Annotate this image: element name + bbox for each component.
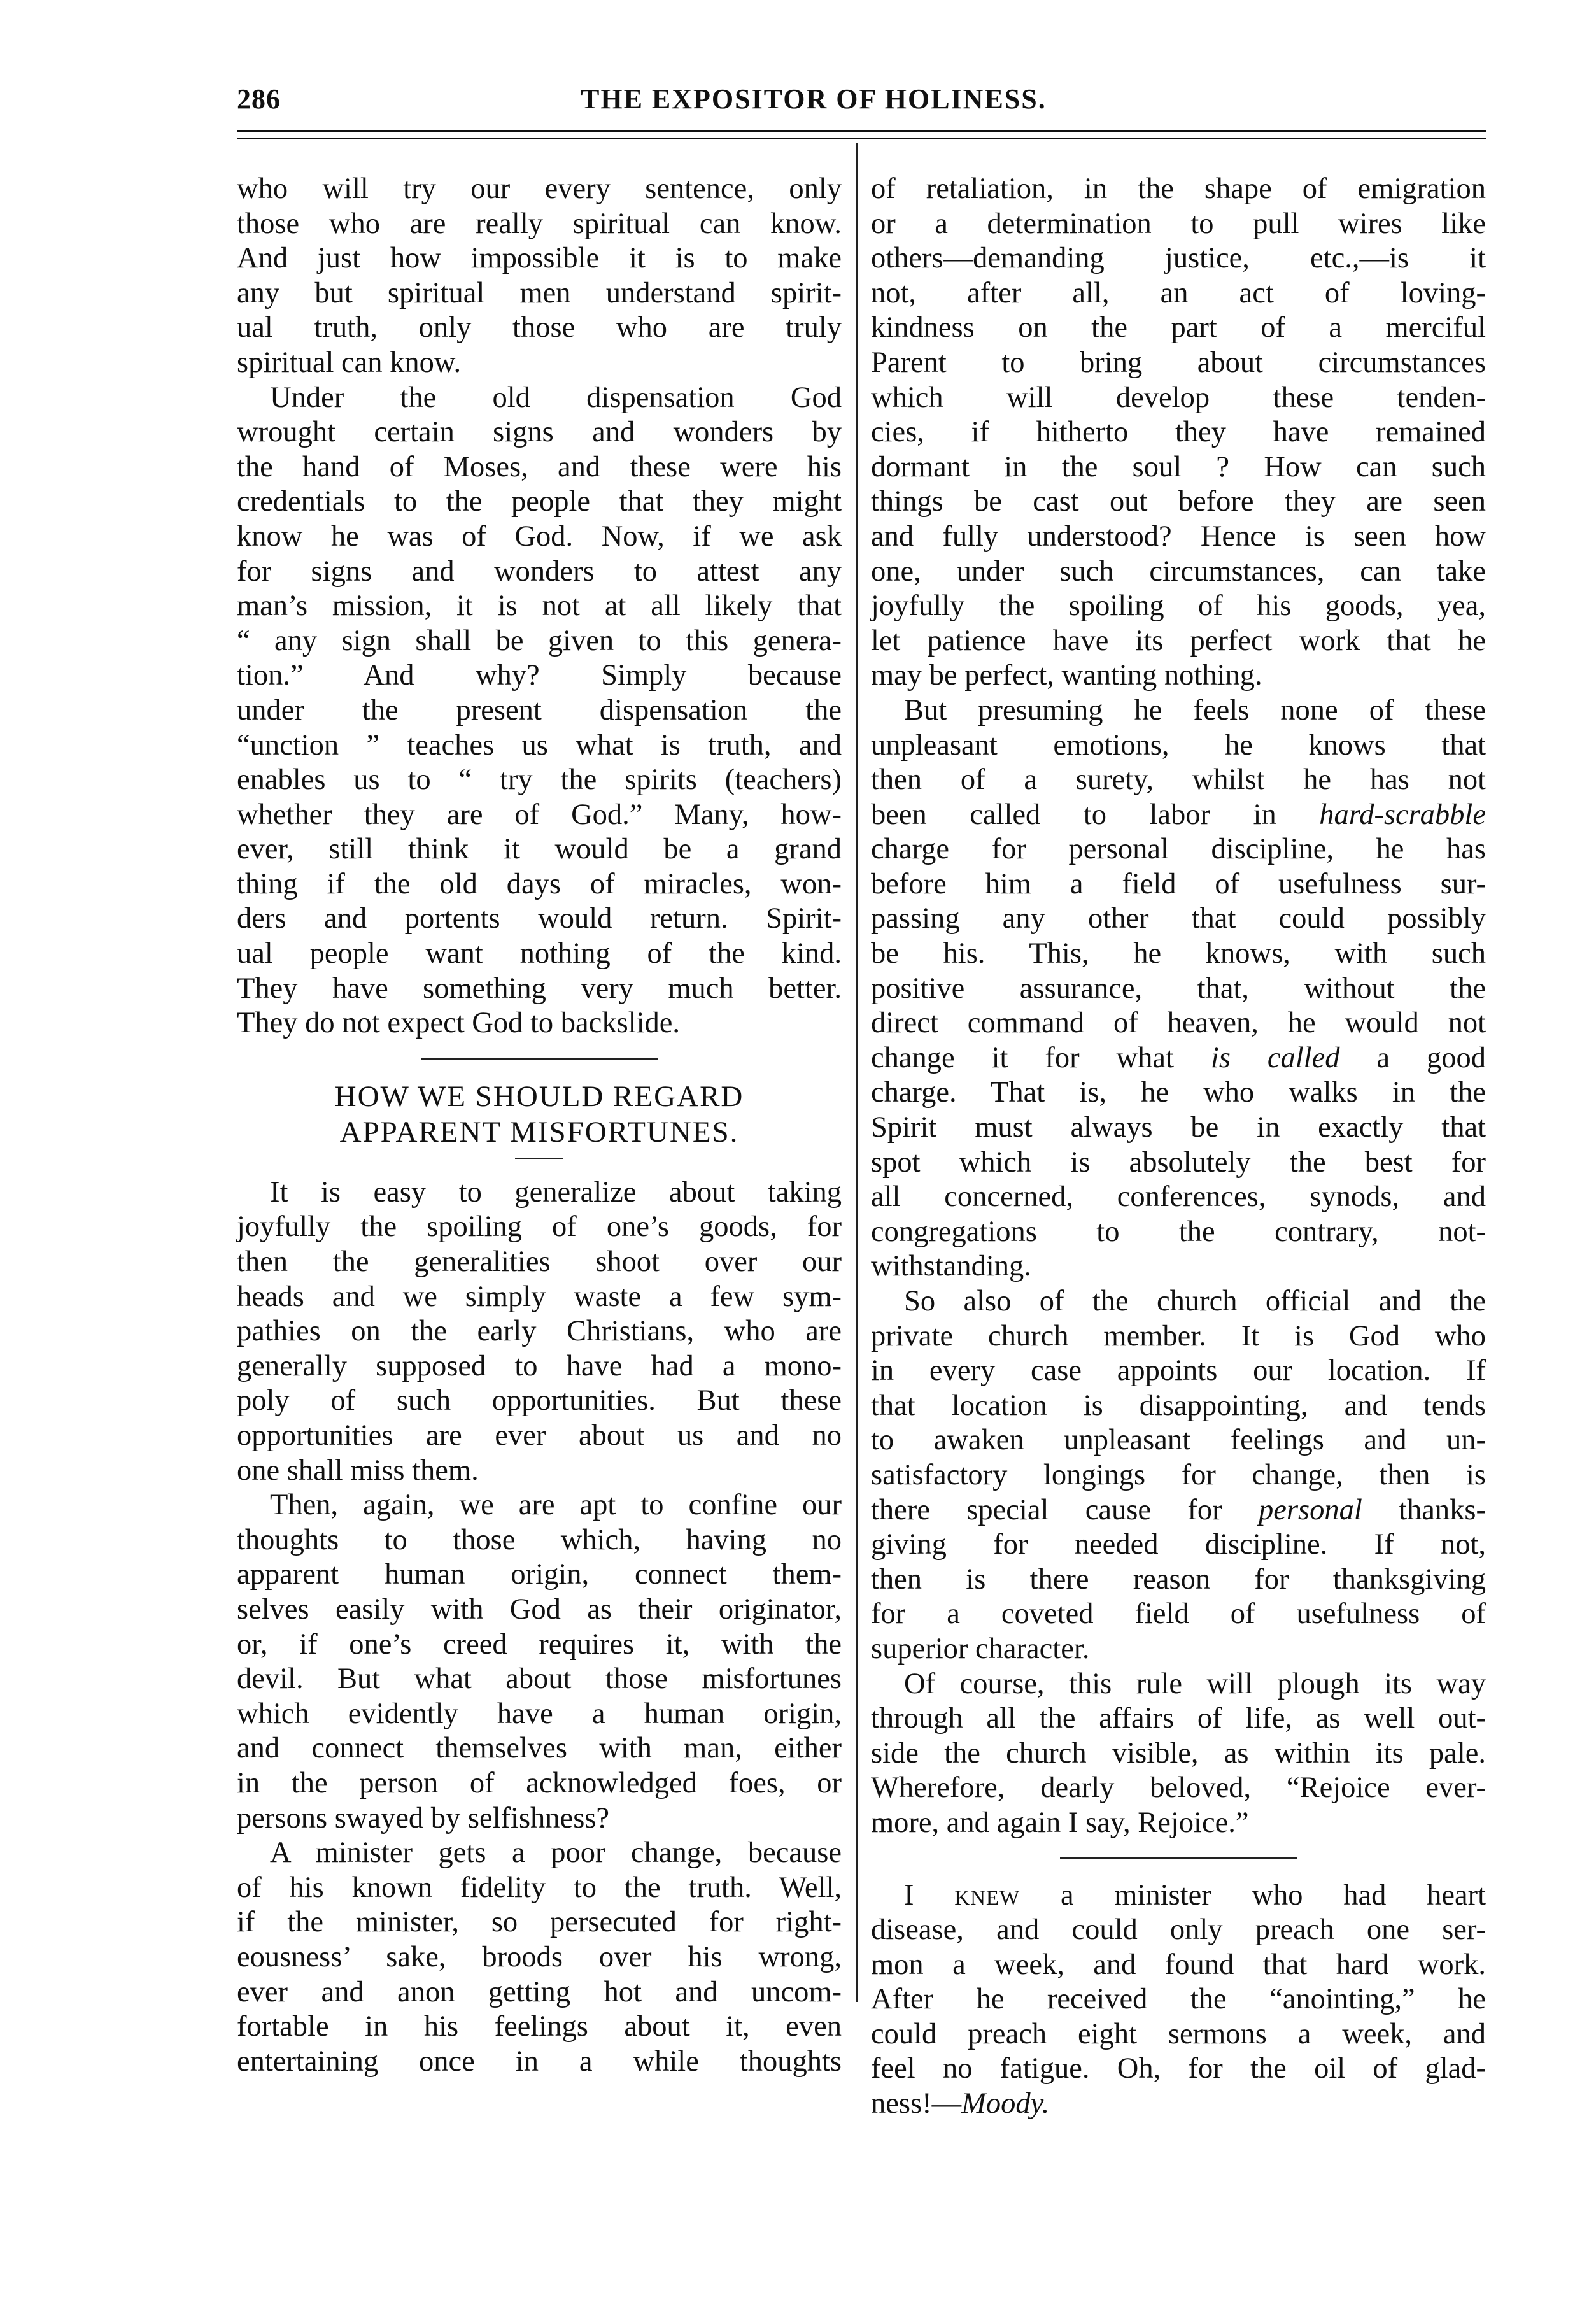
header-rule-thin	[237, 138, 1486, 139]
text-line: charge for personal discipline, he has	[871, 833, 1486, 866]
text-line	[871, 2087, 1486, 2122]
text-line: before him a field of usefulness sur-	[871, 867, 1486, 900]
text-line: heads and we simply waste a few sym-	[237, 1280, 842, 1313]
text-line: opportunities are ever about us and no	[237, 1419, 842, 1452]
text-line: dormant in the soul ? How can such	[871, 450, 1486, 483]
paragraph	[237, 381, 842, 1041]
text-line: if the minister, so persecuted for right-	[237, 1906, 842, 1939]
text-line: Then, again, we are apt to confine our	[270, 1489, 842, 1522]
text-line: “ any sign shall be given to this genera-	[237, 624, 842, 657]
text-run: a minister who had heart	[1060, 1878, 1487, 1912]
text-line: feel no fatigue. Oh, for the oil of glad-	[871, 2052, 1486, 2085]
text-line: and fully understood? Hence is seen how	[871, 520, 1486, 553]
text-line: superior character.	[871, 1632, 1090, 1665]
paragraph	[871, 1284, 1486, 1667]
left-column	[237, 172, 842, 2079]
text-line: unpleasant emotions, he knows that	[871, 728, 1486, 762]
italic-text: hard-scrabble	[1319, 798, 1486, 831]
text-run: I	[904, 1878, 914, 1912]
text-line: wrought certain signs and wonders by	[237, 416, 842, 449]
text-run: change it for what	[871, 1041, 1174, 1074]
text-line: spot which is absolutely the best for	[871, 1146, 1486, 1179]
paragraph	[237, 1175, 842, 1488]
text-line: Of course, this rule will plough its way	[904, 1667, 1486, 1700]
text-line: then is there reason for thanksgiving	[871, 1563, 1486, 1596]
text-line: one shall miss them.	[237, 1454, 479, 1487]
attribution-author: Moody.	[961, 2087, 1050, 2120]
article-heading-line-1: HOW WE SHOULD REGARD	[334, 1079, 744, 1113]
text-line: charge. That is, he who walks in the	[871, 1076, 1486, 1109]
right-column	[871, 172, 1486, 2122]
text-line: more, and again I say, Rejoice.”	[871, 1806, 1249, 1839]
text-line: poly of such opportunities. But these	[237, 1384, 842, 1417]
text-line: not, after all, an act of loving-	[871, 276, 1486, 309]
text-line: cies, if hitherto they have remained	[871, 416, 1486, 449]
text-run: thanks-	[1399, 1493, 1487, 1526]
text-line: Spirit must always be in exactly that	[871, 1111, 1486, 1144]
paragraph	[237, 1836, 842, 2079]
section-divider	[421, 1058, 658, 1060]
text-line: giving for needed discipline. If not,	[871, 1528, 1486, 1561]
heading-divider	[515, 1158, 563, 1159]
text-line: tion.” And why? Simply because	[237, 659, 842, 692]
text-line: generally supposed to have had a mono-	[237, 1349, 842, 1382]
text-line: those who are really spiritual can know.	[237, 207, 842, 240]
text-line: congregations to the contrary, not-	[871, 1215, 1486, 1248]
text-line: side the church visible, as within its pale.	[871, 1736, 1486, 1770]
text-line: for a coveted field of usefulness of	[871, 1598, 1486, 1631]
text-line: eousness’ sake, broods over his wrong,	[237, 1940, 842, 1973]
text-line: and connect themselves with man, either	[237, 1732, 842, 1765]
text-line: “unction ” teaches us what is truth, and	[237, 728, 842, 762]
text-line	[871, 798, 1486, 833]
page-header	[237, 83, 1485, 127]
text-run: been called to labor in	[871, 798, 1276, 831]
text-line: But presuming he feels none of these	[904, 693, 1486, 727]
text-run: ness!—	[871, 2087, 962, 2120]
text-line: ever, still think it would be a grand	[237, 833, 842, 866]
text-line: all concerned, conferences, synods, and	[871, 1181, 1486, 1214]
text-line: pathies on the early Christians, who are	[237, 1315, 842, 1348]
text-line: in every case appoints our location. If	[871, 1354, 1486, 1388]
text-line: then the generalities shoot over our	[237, 1246, 842, 1279]
text-line: joyfully the spoiling of his goods, yea,	[871, 590, 1486, 623]
text-line: who will try our every sentence, only	[237, 173, 842, 205]
text-line: through all the affairs of life, as well out-	[871, 1702, 1486, 1735]
text-line: man’s mission, it is not at all likely that	[237, 590, 842, 623]
column-divider	[856, 143, 858, 2002]
small-caps-text: knew	[954, 1878, 1020, 1912]
text-line: apparent human origin, connect them-	[237, 1558, 842, 1591]
text-line: joyfully the spoiling of one’s goods, for	[237, 1210, 842, 1244]
text-line: spiritual can know.	[237, 346, 462, 379]
text-line: fortable in his feelings about it, even	[237, 2010, 842, 2043]
text-line: devil. But what about those misfortunes	[237, 1663, 842, 1696]
text-run: there special cause for	[871, 1493, 1222, 1526]
text-line: the hand of Moses, and these were his	[237, 450, 842, 483]
text-line	[871, 1041, 1486, 1076]
text-line: Parent to bring about circumstances	[871, 346, 1486, 379]
text-line: in the person of acknowledged foes, or	[237, 1766, 842, 1799]
text-line: could preach eight sermons a week, and	[871, 2017, 1486, 2050]
text-line: disease, and could only preach one ser-	[871, 1913, 1486, 1947]
paragraph	[237, 172, 842, 381]
text-line: satisfactory longings for change, then is	[871, 1458, 1486, 1491]
text-line: know he was of God. Now, if we ask	[237, 520, 842, 553]
text-line: ual truth, only those who are truly	[237, 311, 842, 344]
text-line	[871, 1878, 1486, 1913]
text-line: or a determination to pull wires like	[871, 207, 1486, 240]
text-line: which will develop these tenden-	[871, 381, 1486, 414]
paragraph	[871, 1878, 1486, 2122]
section-divider	[1060, 1857, 1297, 1859]
text-line: of retaliation, in the shape of emigration	[871, 173, 1486, 205]
text-line: selves easily with God as their originator,	[237, 1593, 842, 1626]
text-line: others—demanding justice, etc.,—is it	[871, 242, 1486, 275]
text-line: credentials to the people that they might	[237, 485, 842, 518]
text-line: So also of the church official and the	[904, 1285, 1486, 1317]
text-line: that location is disappointing, and tends	[871, 1389, 1486, 1422]
text-run: a good	[1376, 1041, 1487, 1074]
text-line: ever and anon getting hot and uncom-	[237, 1975, 842, 2008]
text-line: They have something very much better.	[237, 972, 842, 1005]
text-line: be his. This, he knows, with such	[871, 937, 1486, 970]
text-line: thing if the old days of miracles, won-	[237, 867, 842, 900]
text-line: enables us to “ try the spirits (teachers)	[237, 763, 842, 797]
text-line: Under the old dispensation God	[270, 381, 842, 414]
text-line: entertaining once in a while thoughts	[237, 2045, 842, 2078]
text-line: then of a surety, whilst he has not	[871, 763, 1486, 797]
text-line: direct command of heaven, he would not	[871, 1007, 1486, 1040]
text-line: under the present dispensation the	[237, 693, 842, 727]
paragraph	[871, 172, 1486, 693]
header-rule-thick	[237, 130, 1486, 132]
page-number: 286	[237, 83, 281, 115]
text-line: persons swayed by selfishness?	[237, 1801, 610, 1835]
text-line: passing any other that could possibly	[871, 902, 1486, 935]
text-line: A minister gets a poor change, because	[270, 1836, 842, 1870]
text-line: may be perfect, wanting nothing.	[871, 659, 1262, 692]
text-line: for signs and wonders to attest any	[237, 555, 842, 588]
text-line: kindness on the part of a merciful	[871, 311, 1486, 344]
text-line: of his known fidelity to the truth. Well,	[237, 1871, 842, 1904]
text-line: to awaken unpleasant feelings and un-	[871, 1424, 1486, 1457]
text-line: After he received the “anointing,” he	[871, 1983, 1486, 2016]
text-line: It is easy to generalize about taking	[270, 1175, 842, 1209]
text-line: or, if one’s creed requires it, with the	[237, 1628, 842, 1661]
text-line: which evidently have a human origin,	[237, 1697, 842, 1730]
text-line: They do not expect God to backslide.	[237, 1007, 681, 1040]
text-line: withstanding.	[871, 1250, 1031, 1283]
italic-text: is called	[1210, 1041, 1340, 1074]
paragraph	[237, 1488, 842, 1836]
text-line: And just how impossible it is to make	[237, 242, 842, 275]
paragraph	[871, 1667, 1486, 1841]
text-line: let patience have its perfect work that he	[871, 624, 1486, 657]
text-line: one, under such circumstances, can take	[871, 555, 1486, 588]
text-line: private church member. It is God who	[871, 1319, 1486, 1352]
text-line: mon a week, and found that hard work.	[871, 1948, 1486, 1981]
text-line: whether they are of God.” Many, how-	[237, 798, 842, 831]
text-line: positive assurance, that, without the	[871, 972, 1486, 1005]
paragraph	[871, 693, 1486, 1284]
text-line: ders and portents would return. Spirit-	[237, 902, 842, 935]
text-line: thoughts to those which, having no	[237, 1523, 842, 1556]
text-line	[871, 1493, 1486, 1528]
running-title: THE EXPOSITOR OF HOLINESS.	[581, 83, 1047, 115]
text-line: any but spiritual men understand spirit-	[237, 276, 842, 309]
italic-text: personal	[1259, 1493, 1362, 1526]
article-heading-line-2: APPARENT MISFORTUNES.	[339, 1115, 739, 1149]
text-line: ual people want nothing of the kind.	[237, 937, 842, 970]
text-line: things be cast out before they are seen	[871, 485, 1486, 518]
text-line: Wherefore, dearly beloved, “Rejoice ever-	[871, 1771, 1486, 1805]
